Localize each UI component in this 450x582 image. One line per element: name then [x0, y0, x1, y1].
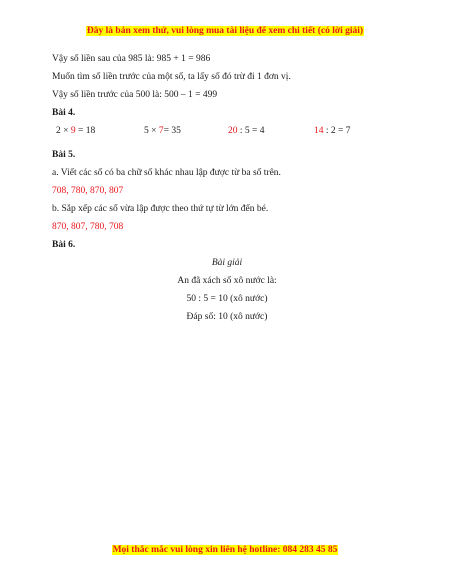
calc-text: 5 ×	[144, 126, 159, 136]
calc-text: 2 ×	[56, 126, 71, 136]
bai6-line-3: Đáp số: 10 (xô nước)	[186, 312, 268, 322]
calc-answer: 20	[228, 126, 238, 136]
bai6-line-1: An đã xách số xô nước là:	[177, 276, 277, 286]
text-line-1: Vậy số liền sau của 985 là: 985 + 1 = 986	[52, 54, 211, 64]
bai4-calc-3	[228, 122, 265, 140]
calc-answer: 7	[158, 126, 164, 136]
calc-text: : 5 = 4	[237, 126, 265, 136]
calc-answer: 9	[70, 126, 76, 136]
text-line-3: Vậy số liền trước của 500 là: 500 – 1 = 499	[52, 90, 218, 100]
bai5-question-b: b. Sắp xếp các số vừa lập được theo thứ tự từ lớn đến bé.	[52, 204, 269, 214]
text-line-2: Muốn tìm số liền trước của một số, ta lấy số đó trừ đi 1 đơn vị.	[52, 72, 291, 82]
calc-text: = 35	[163, 126, 181, 136]
bai5-question-a: a. Viết các số có ba chữ số khác nhau lập được từ ba số trên.	[52, 168, 281, 178]
hotline-banner-text: Mọi thắc mắc vui lòng xin liên hệ hotline: 084 283 45 85	[112, 545, 338, 555]
calc-text: : 2 = 7	[323, 126, 351, 136]
bai6-heading: Bài giải	[211, 258, 243, 268]
document-body	[52, 50, 402, 326]
bai6-solution	[52, 254, 402, 326]
bai4-calc-2	[144, 122, 181, 140]
bai6-line-2: 50 : 5 = 10 (xô nước)	[186, 294, 268, 304]
bai5-title: Bài 5.	[52, 150, 76, 160]
bai4-title: Bài 4.	[52, 108, 76, 118]
hotline-banner	[0, 545, 450, 555]
bai5-answer-b: 870, 807, 780, 708	[52, 222, 124, 232]
bai4-calculations	[52, 122, 402, 140]
bai5-answer-a: 708, 780, 870, 807	[52, 186, 124, 196]
bai4-calc-1	[56, 122, 95, 140]
preview-banner-text: Đây là bản xem thử, vui lòng mua tài liệu để xem chi tiết (có lời giải)	[86, 26, 364, 36]
bai6-title: Bài 6.	[52, 240, 76, 250]
preview-banner	[0, 26, 450, 36]
calc-text: = 18	[75, 126, 96, 136]
calc-answer: 14	[314, 126, 324, 136]
bai4-calc-4	[314, 122, 351, 140]
